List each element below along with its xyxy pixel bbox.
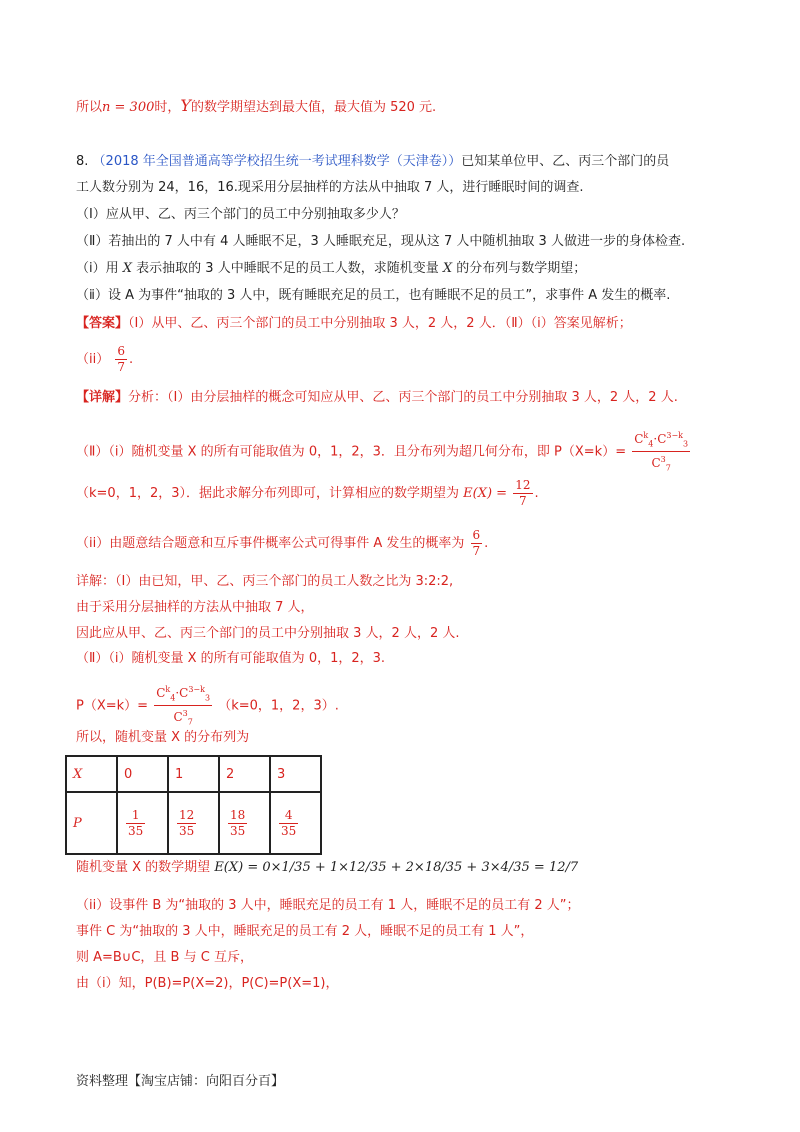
solution-line-6: 所以，随机变量 X 的分布列为 [76, 730, 250, 745]
solution-line-7 [76, 858, 578, 878]
solution-line-4: （Ⅱ）（i）随机变量 X 的所有可能取值为 0，1，2，3. [76, 651, 386, 666]
solution-line-10: 则 A=B∪C，且 B 与 C 互斥， [76, 950, 253, 965]
text: 所以 [76, 100, 103, 115]
solution-line-8: （ii）设事件 B 为“抽取的 3 人中，睡眠充足的员工有 1 人，睡眠不足的员工有 2 人”； [76, 898, 580, 913]
hypergeometric-formula: $\frac{C^k_4\cdot C^{3-k}_3}{C^3_7}$ [154, 682, 212, 730]
text: （k=0，1，2，3）．据此求解分布列即可，计算相应的数学期望为 [76, 486, 460, 501]
fraction: $\frac{12}{7}$ [515, 478, 531, 508]
text: 的数学期望达到最大值，最大值为 520 元. [190, 100, 437, 115]
answer-line [76, 314, 632, 334]
table-cell: 0 [117, 756, 168, 792]
text: （ⅰ）用 [76, 261, 119, 276]
distribution-table [65, 755, 322, 855]
text: 的分布列与数学期望； [456, 261, 587, 276]
answer-ii: （ii） $\frac{6}{7}$ . [76, 344, 134, 374]
fraction: $\frac{6}{7}$ [472, 528, 481, 558]
math-variable: Y [180, 96, 191, 115]
text: P（X=k）= [76, 698, 149, 714]
problem-part-2: （Ⅱ）若抽出的 7 人中有 4 人睡眠不足，3 人睡眠充足，现从这 7 人中随机抽取 3 人做进一步的身体检查. [76, 234, 686, 249]
text: （Ⅱ）（i）随机变量 X 的所有可能取值为 0，1，2，3．且分布列为超几何分布，即 P（X=k）= [76, 444, 627, 460]
text: （k=0，1，2，3）. [218, 698, 339, 714]
table-cell: $\frac{18}{35}$ [219, 792, 270, 854]
table-cell: $\frac{12}{35}$ [168, 792, 219, 854]
answer-tag: 【答案】 [76, 316, 129, 331]
solution-line-1: 详解：（Ⅰ）由已知，甲、乙、丙三个部门的员工人数之比为 3:2:2, [76, 574, 454, 589]
math-expression: n = 300 [102, 100, 155, 115]
text: 表示抽取的 3 人中睡眠不足的员工人数，求随机变量 [136, 261, 439, 276]
page-footer: 资料整理【淘宝店铺：向阳百分百】 [76, 1074, 285, 1089]
table-row [66, 756, 321, 792]
text: 分析：（Ⅰ）由分层抽样的概念可知应从甲、乙、丙三个部门的员工中分别抽取 3 人，2 人，2 人. [128, 390, 678, 405]
analysis-line-4: （ii）由题意结合题意和互斥事件概率公式可得事件 A 发生的概率为 $\frac{6}{7}$ . [76, 528, 489, 558]
problem-source: （2018 年全国普通高等学校招生统一考试理科数学（天津卷）） [92, 154, 462, 169]
table-row [66, 792, 321, 854]
analysis-tag: 【详解】 [76, 390, 129, 405]
solution-line-5 [76, 682, 339, 730]
fraction: $\frac{6}{7}$ [117, 344, 126, 374]
analysis-line-2 [76, 428, 692, 476]
text: 时， [154, 100, 181, 115]
analysis-line-3: （k=0，1，2，3）．据此求解分布列即可，计算相应的数学期望为 E(X) = $\frac{12}{7}$ . [76, 478, 539, 508]
problem-stem-line-2: 工人数分别为 24，16，16.现采用分层抽样的方法从中抽取 7 人，进行睡眠时间的调查. [76, 180, 584, 195]
problem-part-1: （Ⅰ）应从甲、乙、丙三个部门的员工中分别抽取多少人？ [76, 207, 405, 222]
problem-part-2i: （ⅰ）用 X 表示抽取的 3 人中睡眠不足的员工人数，求随机变量 X 的分布列与数学期望； [76, 261, 587, 276]
table-header-x: X [66, 756, 117, 792]
solution-line-11: 由（i）知，P(B)=P(X=2)，P(C)=P(X=1)， [76, 976, 339, 991]
problem-part-2ii: （ⅱ）设 A 为事件“抽取的 3 人中，既有睡眠充足的员工，也有睡眠不足的员工”，求事件 A 发生的概率. [76, 288, 671, 303]
hypergeometric-formula: $\frac{C^k_4\cdot C^{3-k}_3}{C^3_7}$ [632, 428, 690, 476]
text: 随机变量 X 的数学期望 [76, 860, 211, 875]
table-cell: 1 [168, 756, 219, 792]
solution-line-2: 由于采用分层抽样的方法从中抽取 7 人， [76, 600, 314, 615]
table-cell: $\frac{4}{35}$ [270, 792, 321, 854]
table-header-p: P [66, 792, 117, 854]
text: （ii） [76, 352, 110, 367]
math-expression: E(X) = [463, 486, 508, 501]
table-cell: 2 [219, 756, 270, 792]
solution-line-3: 因此应从甲、乙、丙三个部门的员工中分别抽取 3 人，2 人，2 人. [76, 626, 460, 641]
conclusion-line [76, 96, 436, 118]
table-cell: $\frac{1}{35}$ [117, 792, 168, 854]
solution-line-9: 事件 C 为“抽取的 3 人中，睡眠充足的员工有 2 人，睡眠不足的员工有 1 人”， [76, 924, 534, 939]
problem-number: 8. [76, 154, 89, 169]
answer-text: （Ⅰ）从甲、乙、丙三个部门的员工中分别抽取 3 人，2 人，2 人．（Ⅱ）（i）答案见解析； [128, 316, 632, 331]
table-cell: 3 [270, 756, 321, 792]
analysis-line-1 [76, 388, 678, 408]
text: （ii）由题意结合题意和互斥事件概率公式可得事件 A 发生的概率为 [76, 536, 465, 551]
expectation-formula: E(X) = 0×1/35 + 1×12/35 + 2×18/35 + 3×4/35 = 12/7 [214, 860, 579, 875]
problem-stem-line-1 [76, 152, 669, 172]
text: 已知某单位甲、乙、丙三个部门的员 [461, 154, 670, 169]
